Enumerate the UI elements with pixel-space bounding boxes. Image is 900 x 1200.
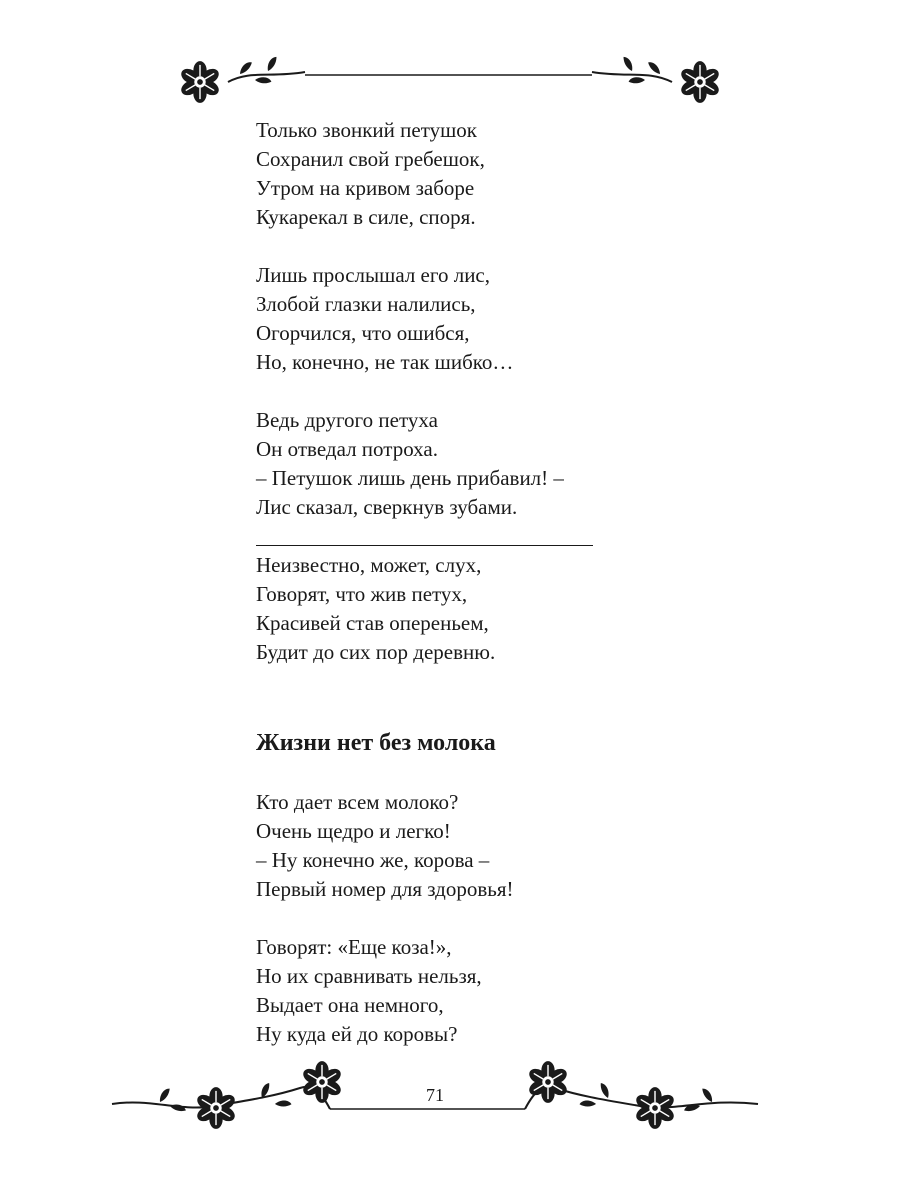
leaf-icon: [255, 74, 272, 86]
top-floral-ornament: [0, 50, 900, 120]
verse-line: Утром на кривом заборе: [256, 176, 475, 200]
verse-line: Ведь другого петуха: [256, 408, 438, 432]
verse-line: Он отведал потроха.: [256, 437, 438, 461]
verse-line: Но их сравнивать нельзя,: [256, 964, 482, 988]
verse-line: Будит до сих пор деревню.: [256, 640, 496, 664]
flower-icon: [179, 61, 222, 103]
poem-title: Жизни нет без молока: [256, 730, 496, 756]
verse-line: Только звонкий петушок: [256, 118, 477, 142]
poem1-stanza-4: [256, 551, 495, 667]
leaf-icon: [646, 61, 663, 75]
leaf-icon: [237, 61, 254, 75]
verse-line: Красивей став опереньем,: [256, 611, 489, 635]
verse-line: Первый номер для здоровья!: [256, 877, 514, 901]
flower-icon: [679, 61, 722, 103]
poem2-stanza-1: [256, 788, 514, 904]
verse-line: Кто дает всем молоко?: [256, 790, 459, 814]
verse-line: Ну куда ей до коровы?: [256, 1022, 458, 1046]
verse-line: Кукарекал в силе, споря.: [256, 205, 476, 229]
verse-line: Но, конечно, не так шибко…: [256, 350, 514, 374]
leaf-icon: [264, 55, 280, 71]
verse-line: Лис сказал, сверкнув зубами.: [256, 495, 518, 519]
verse-line: Сохранил свой гребешок,: [256, 147, 485, 171]
leaf-icon: [628, 74, 645, 86]
verse-line: Огорчился, что ошибся,: [256, 321, 470, 345]
page-number: 71: [426, 1085, 444, 1105]
section-divider: [256, 545, 593, 546]
verse-line: – Петушок лишь день прибавил! –: [256, 466, 564, 490]
verse-line: Говорят, что жив петух,: [256, 582, 468, 606]
verse-line: – Ну конечно же, корова –: [256, 848, 490, 872]
poem1-stanza-2: [256, 261, 513, 377]
leaf-icon: [620, 55, 636, 71]
verse-line: Лишь прослышал его лис,: [256, 263, 491, 287]
verse-line: Неизвестно, может, слух,: [256, 553, 482, 577]
poem2-stanza-2: [256, 933, 482, 1049]
verse-line: Очень щедро и легко!: [256, 819, 451, 843]
verse-line: Злобой глазки налились,: [256, 292, 476, 316]
poem1-stanza-3: [256, 406, 564, 522]
poem1-stanza-1: [256, 116, 485, 232]
verse-line: Говорят: «Еще коза!»,: [256, 935, 452, 959]
verse-line: Выдает она немного,: [256, 993, 444, 1017]
